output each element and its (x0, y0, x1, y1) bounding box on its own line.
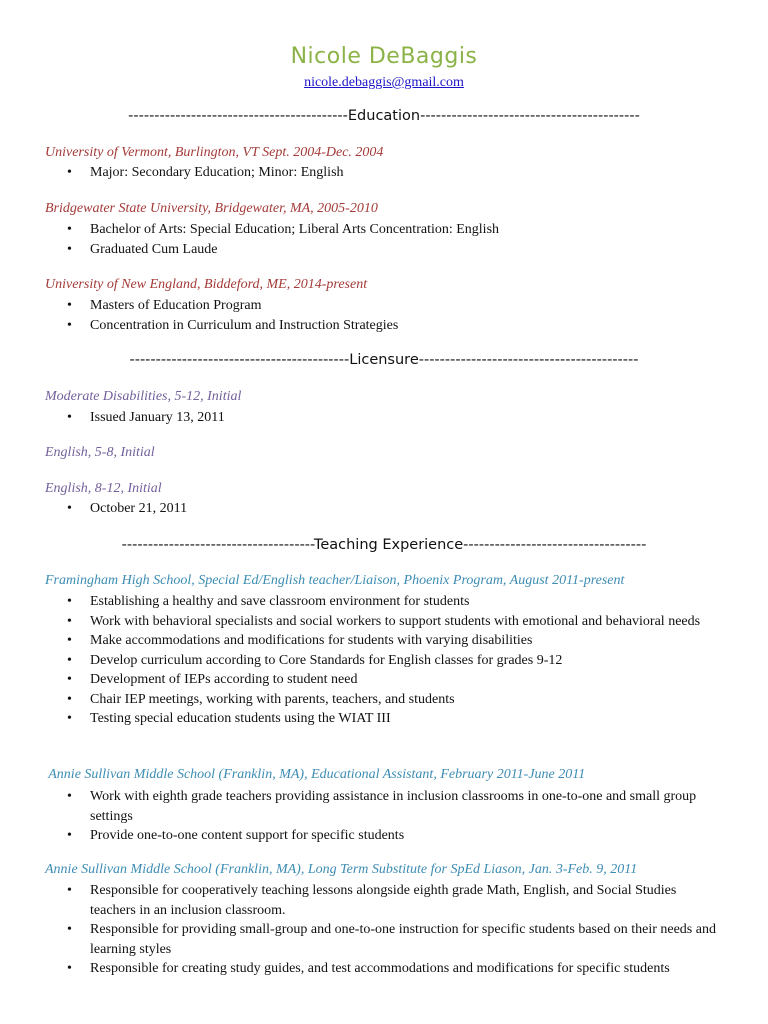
list-item: • Provide one-to-one content support for specific students (45, 826, 725, 846)
list-item: • Develop curriculum according to Core Standards for English classes for grades 9-12 (45, 651, 725, 671)
education-entry-title: University of New England, Biddeford, ME, 2014-present (45, 277, 368, 292)
list-item: • Responsible for creating study guides, and test accommodations and modifications for specific students (45, 959, 725, 979)
list-item: • Responsible for cooperatively teaching lessons alongside eighth grade Math, English, and Social Studies teachers in an inclusion classroom. (45, 881, 725, 920)
education-entry-title: University of Vermont, Burlington, VT Sept. 2004-Dec. 2004 (45, 145, 384, 160)
experience-bullet-list (45, 881, 725, 979)
list-item: • Establishing a healthy and save classroom environment for students (45, 592, 725, 612)
list-item: • Testing special education students using the WIAT III (45, 709, 725, 729)
education-bullet-list (45, 296, 725, 336)
experience-bullet-list (45, 787, 725, 846)
experience-heading: -------------------------------------Teaching Experience----------------------------------- (121, 537, 647, 553)
list-item: • Work with eighth grade teachers providing assistance in inclusion classrooms in one-to-one and small group settings (45, 787, 725, 826)
list-item: • Work with behavioral specialists and social workers to support students with emotional and behavioral needs (45, 612, 725, 632)
list-item: • Issued January 13, 2011 (45, 408, 725, 428)
education-bullet-list (45, 220, 725, 260)
list-item: • Concentration in Curriculum and Instruction Strategies (45, 316, 725, 336)
list-item: • Major: Secondary Education; Minor: English (45, 163, 725, 183)
licensure-entry-title: English, 5-8, Initial (45, 445, 155, 460)
licensure-heading: ------------------------------------------Licensure------------------------------------------ (129, 352, 639, 368)
experience-entry-title: Framingham High School, Special Ed/English teacher/Liaison, Phoenix Program, August 2011-present (45, 573, 625, 588)
list-item: • Masters of Education Program (45, 296, 725, 316)
list-item: • Development of IEPs according to student need (45, 670, 725, 690)
licensure-entry-title: Moderate Disabilities, 5-12, Initial (45, 389, 242, 404)
list-item: • October 21, 2011 (45, 499, 725, 519)
licensure-bullet-list (45, 408, 725, 428)
list-item: • Chair IEP meetings, working with parents, teachers, and students (45, 690, 725, 710)
education-bullet-list (45, 163, 725, 183)
education-entry-title: Bridgewater State University, Bridgewater, MA, 2005-2010 (45, 201, 378, 216)
list-item: • Responsible for providing small-group and one-to-one instruction for specific students based on their needs and learning styles (45, 920, 725, 959)
list-item: • Graduated Cum Laude (45, 240, 725, 260)
resume-name: Nicole DeBaggis (290, 44, 478, 69)
licensure-entry-title: English, 8-12, Initial (45, 481, 162, 496)
experience-entry-title: Annie Sullivan Middle School (Franklin, MA), Educational Assistant, February 2011-June 2011 (45, 767, 586, 782)
education-heading: ------------------------------------------Education------------------------------------------ (128, 108, 640, 124)
experience-entry-title: Annie Sullivan Middle School (Franklin, MA), Long Term Substitute for SpEd Liason, Jan. 3-Feb. 9, 2011 (45, 862, 638, 877)
licensure-bullet-list (45, 499, 725, 519)
list-item: • Bachelor of Arts: Special Education; Liberal Arts Concentration: English (45, 220, 725, 240)
email-link[interactable]: nicole.debaggis@gmail.com (304, 75, 464, 90)
experience-bullet-list (45, 592, 725, 729)
list-item: • Make accommodations and modifications for students with varying disabilities (45, 631, 725, 651)
